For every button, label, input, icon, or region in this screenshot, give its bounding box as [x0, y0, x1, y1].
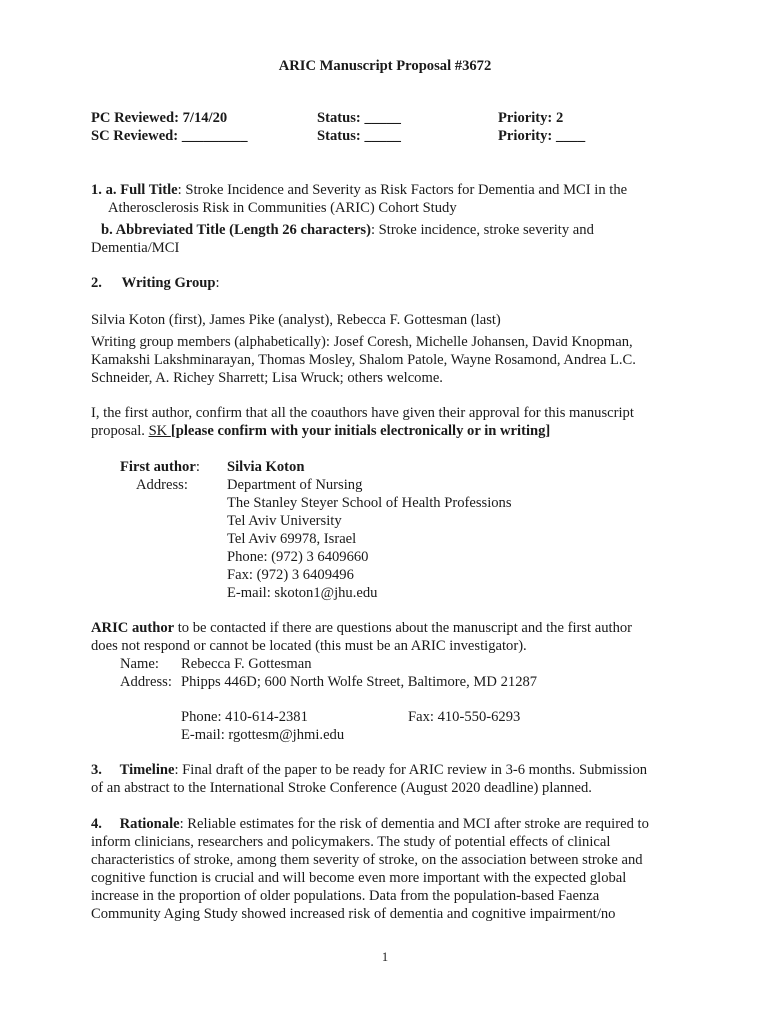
priority-2-label: Priority: [498, 128, 553, 144]
confirm-line1: I, the first author, confirm that all the coauthors have given their approval for this manuscript [91, 405, 634, 421]
priority-1 [498, 109, 563, 127]
section-2-label: Writing Group [121, 275, 216, 291]
section-3-label: Timeline [119, 762, 175, 778]
section-4-line5: increase in the proportion of older populations. Data from the population-based Faenza [91, 888, 600, 904]
section-1b-text: : Stroke incidence, stroke severity and [370, 222, 594, 238]
first-author-address-label: Address: [136, 477, 188, 493]
section-1a-line2: Atherosclerosis Risk in Communities (ARIC) Cohort Study [108, 200, 457, 216]
section-1a-line1 [91, 181, 627, 199]
first-author-name: Silvia Koton [227, 459, 305, 475]
section-4-number: 4. [91, 816, 102, 832]
page-number: 1 [381, 950, 389, 964]
writing-group-members-line3: Schneider, A. Richey Sharrett; Lisa Wruck; others welcome. [91, 370, 443, 386]
section-1b-label: b. Abbreviated Title (Length 26 characters) [101, 222, 371, 238]
aric-address-label: Address: [120, 674, 172, 690]
section-1a-text: : Stroke Incidence and Severity as Risk Factors for Dementia and MCI in the [177, 182, 628, 198]
confirm-prefix: proposal. [91, 423, 149, 439]
pc-reviewed-value: 7/14/20 [182, 110, 228, 126]
first-author-address-line: Department of Nursing [227, 477, 363, 493]
pc-reviewed [91, 109, 227, 127]
priority-1-value: 2 [555, 110, 564, 126]
section-1b-line1 [101, 221, 594, 239]
section-3-line1 [91, 761, 647, 779]
writing-group-members-line1: Writing group members (alphabetically): Josef Coresh, Michelle Johansen, David Knopman, [91, 334, 633, 350]
section-1b-line2: Dementia/MCI [91, 240, 180, 256]
first-author-phone: Phone: (972) 3 6409660 [227, 549, 369, 565]
first-author-label-colon: : [195, 459, 200, 475]
section-4-line2: inform clinicians, researchers and policymakers. The study of potential effects of clinical [91, 834, 611, 850]
aric-address-value: Phipps 446D; 600 North Wolfe Street, Baltimore, MD 21287 [181, 674, 538, 690]
page-title: ARIC Manuscript Proposal #3672 [278, 58, 492, 74]
section-1a-label: a. Full Title [105, 182, 178, 198]
section-4-line3: characteristics of stroke, among them severity of stroke, on the association between stroke and [91, 852, 643, 868]
sc-reviewed-label: SC Reviewed: [91, 128, 179, 144]
section-3-line2: of an abstract to the International Stroke Conference (August 2020 deadline) planned. [91, 780, 592, 796]
aric-email: E-mail: rgottesm@jhmi.edu [181, 727, 345, 743]
priority-2-value: ____ [555, 128, 586, 144]
aric-author-text: to be contacted if there are questions about the manuscript and the first author [174, 620, 633, 636]
first-author-fax: Fax: (972) 3 6409496 [227, 567, 354, 583]
aric-author-line1 [91, 619, 632, 637]
first-author-address-line: Tel Aviv 69978, Israel [227, 531, 357, 547]
first-author-email: E-mail: skoton1@jhu.edu [227, 585, 378, 601]
aric-phone: Phone: 410-614-2381 [181, 709, 308, 725]
aric-name-label: Name: [120, 656, 159, 672]
first-author-address-line: Tel Aviv University [227, 513, 342, 529]
section-1-number: 1. [91, 182, 102, 198]
aric-name-value: Rebecca F. Gottesman [181, 656, 312, 672]
status-1-value: _____ [364, 110, 401, 126]
priority-2 [498, 127, 585, 145]
sc-reviewed-value: _________ [181, 128, 248, 144]
confirm-instruction: [please confirm with your initials electronically or in writing] [170, 423, 551, 439]
section-4-line6: Community Aging Study showed increased risk of dementia and cognitive impairment/no [91, 906, 616, 922]
section-3-number: 3. [91, 762, 102, 778]
writing-group-leads: Silvia Koton (first), James Pike (analyst), Rebecca F. Gottesman (last) [91, 312, 501, 328]
section-2-number: 2. [91, 275, 102, 291]
writing-group-members-line2: Kamakshi Lakshminarayan, Thomas Mosley, Shalom Patole, Wayne Rosamond, Andrea L.C. [91, 352, 636, 368]
section-4-label: Rationale [119, 816, 180, 832]
status-1 [317, 109, 401, 127]
section-3-text: : Final draft of the paper to be ready for ARIC review in 3-6 months. Submission [174, 762, 648, 778]
section-2-colon: : [215, 275, 220, 291]
pc-reviewed-label: PC Reviewed: [91, 110, 179, 126]
status-2-label: Status: [317, 128, 361, 144]
section-4-line1 [91, 815, 649, 833]
status-1-label: Status: [317, 110, 361, 126]
status-2-value: _____ [364, 128, 401, 144]
first-author-address-line: The Stanley Steyer School of Health Professions [227, 495, 512, 511]
first-author-label [120, 458, 200, 476]
confirm-line2 [91, 422, 550, 440]
status-2 [317, 127, 401, 145]
sc-reviewed [91, 127, 247, 145]
first-author-label-text: First author [120, 459, 196, 475]
priority-1-label: Priority: [498, 110, 553, 126]
aric-author-label: ARIC author [91, 620, 175, 636]
aric-fax: Fax: 410-550-6293 [408, 709, 521, 725]
confirm-initials: SK [148, 423, 171, 439]
section-2-heading [91, 274, 220, 292]
section-4-line4: cognitive function is crucial and will become even more important with the expected global [91, 870, 627, 886]
aric-author-line2: does not respond or cannot be located (this must be an ARIC investigator). [91, 638, 527, 654]
section-4-text: : Reliable estimates for the risk of dementia and MCI after stroke are required to [179, 816, 649, 832]
